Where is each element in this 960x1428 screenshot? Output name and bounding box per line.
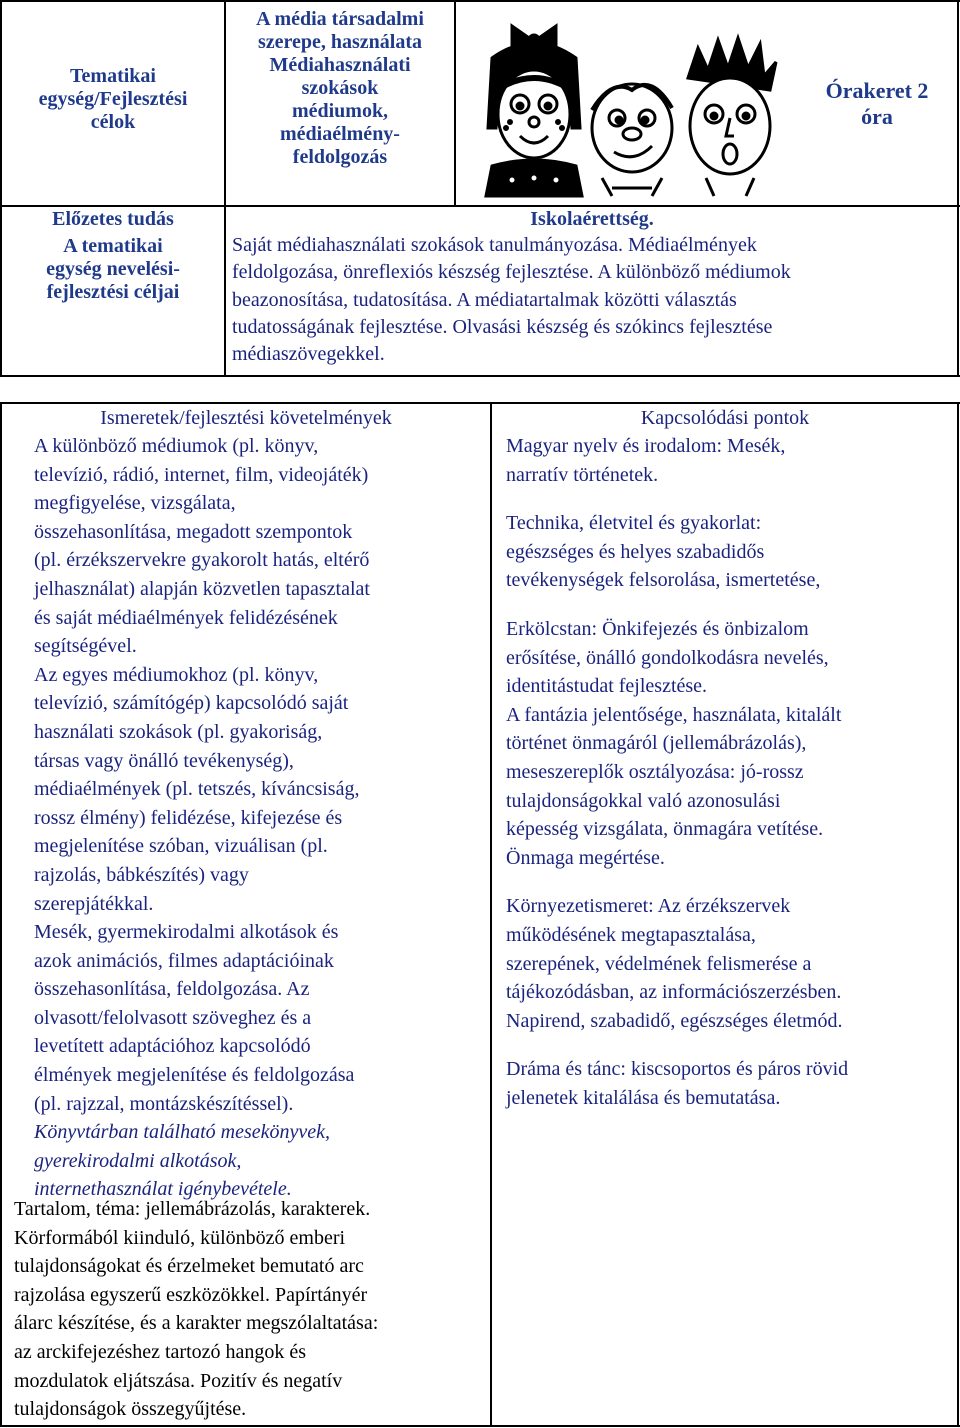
label-line: egység nevelési- [46, 258, 180, 280]
cell-time-frame [800, 78, 954, 130]
connection-line: képesség vizsgálata, önmagára vetítése. [506, 818, 824, 841]
requirement-line: A különböző médiumok (pl. könyv, [34, 435, 319, 457]
requirement-line: jelhasználat) alapján közvetlen tapasztalat [34, 577, 370, 600]
requirement-line: használati szokások (pl. gyakoriság, [34, 720, 323, 743]
content-line: Körformából kiinduló, különböző emberi [14, 1226, 346, 1249]
connection-line: erősítése, önálló gondolkodásra nevelés, [506, 646, 829, 669]
connections-header [494, 404, 956, 433]
title-line: Médiahasználati [269, 54, 411, 76]
connection-line: Technika, életvitel és gyakorlat: [506, 512, 762, 535]
title-line: szokások [301, 77, 379, 99]
cell-development-goals-value [232, 232, 956, 368]
goal-line: feldolgozása, önreflexiós készség fejlesztése. A különböző médiumok [232, 261, 791, 284]
title-line: médiumok, [291, 100, 389, 122]
requirement-line: szerepjátékkal. [34, 892, 154, 915]
connection-line: tulajdonságokkal való azonosulási [506, 789, 781, 812]
connections-body [506, 432, 956, 1112]
requirement-line: élmények megjelenítése és feldolgozása [34, 1064, 355, 1087]
requirement-line: (pl. érzékszervekre gyakorolt hatás, eltérő [34, 549, 370, 572]
requirements-header [4, 404, 488, 433]
connections-header-text: Kapcsolódási pontok [640, 407, 810, 429]
prior-knowledge-text: Iskolaérettség. [530, 208, 654, 230]
goal-line: médiaszövegekkel. [232, 343, 385, 366]
connection-line: jelenetek kitalálása és bemutatása. [506, 1086, 781, 1109]
content-line: tulajdonságokat és érzelmeket bemutató arc [14, 1255, 364, 1278]
connection-line: Napirend, szabadidő, egészséges életmód. [506, 1009, 843, 1032]
requirement-line: televízió, számítógép) kapcsolódó saját [34, 692, 349, 715]
connection-line: történet önmagáról (jellemábrázolás), [506, 732, 807, 755]
content-line: rajzolása egyszerű eszközökkel. Papírtányér [14, 1283, 368, 1306]
label-line: célok [90, 111, 136, 133]
title-line: médiaélmény- [280, 123, 400, 145]
connection-line: Önmaga megértése. [506, 846, 665, 869]
title-line: A média társadalmi [256, 8, 424, 30]
requirement-italic-line: gyerekirodalmi alkotások, [34, 1149, 242, 1172]
requirement-line: megjelenítése szóban, vizuálisan (pl. [34, 835, 328, 858]
label-line: A tematikai [63, 235, 163, 257]
cell-thematic-unit-label [4, 65, 222, 134]
connection-line: A fantázia jelentősége, használata, kitalált [506, 703, 842, 726]
requirement-line: (pl. rajzzal, montázskészítéssel). [34, 1092, 294, 1115]
content-line: Tartalom, téma: jellemábrázolás, karakterek. [14, 1198, 371, 1220]
content-line: az arckifejezéshez tartozó hangok és [14, 1340, 307, 1363]
requirement-line: levetített adaptációhoz kapcsolódó [34, 1035, 311, 1058]
content-line: álarc készítése, és a karakter megszólaltatása: [14, 1312, 379, 1335]
content-line: tulajdonságok összegyűjtése. [14, 1398, 247, 1421]
requirement-line: olvasott/felolvasott szöveghez és a [34, 1006, 312, 1029]
connection-line: narratív történetek. [506, 463, 659, 486]
connection-line: Környezetismeret: Az érzékszervek [506, 895, 791, 918]
connection-block-hungarian [506, 432, 956, 489]
requirement-line: azok animációs, filmes adaptációinak [34, 949, 334, 972]
connection-block-technology [506, 509, 956, 595]
requirement-line: Mesék, gyermekirodalmi alkotások és [34, 921, 339, 944]
title-line: szerepe, használata [257, 31, 423, 53]
goal-line: Saját médiahasználati szokások tanulmányozása. Médiaélmények [232, 234, 757, 256]
requirement-italic-line: internethasználat igénybevétele. [34, 1178, 292, 1201]
requirement-italic-line: Könyvtárban található mesekönyvek, [34, 1121, 331, 1144]
cell-thematic-unit-title [228, 8, 452, 169]
connection-line: egészséges és helyes szabadidős [506, 540, 765, 563]
requirement-line: összehasonlítása, feldolgozása. Az [34, 978, 310, 1001]
girl-face-icon [486, 26, 582, 196]
requirement-line: és saját médiaélmények felidézésének [34, 606, 338, 629]
goal-line: tudatosságának fejlesztése. Olvasási készség és szókincs fejlesztése [232, 315, 773, 338]
requirements-content-block [14, 1195, 488, 1424]
goal-line: beazonosítása, tudatosítása. A médiatartalmak közötti választás [232, 288, 737, 311]
requirement-line: társas vagy önálló tevékenység), [34, 749, 294, 772]
label-line: fejlesztési céljai [46, 281, 180, 303]
requirement-line: összehasonlítása, megadott szempontok [34, 520, 353, 543]
connection-block-ethics [506, 615, 956, 872]
connection-line: szerepének, védelmének felismerése a [506, 952, 812, 975]
cell-prior-knowledge-label [4, 208, 222, 231]
boy-face-icon [592, 84, 672, 196]
requirement-line: megfigyelése, vizsgálata, [34, 492, 236, 515]
requirements-body [34, 432, 488, 1204]
connection-line: meseszereplők osztályozása: jó-rossz [506, 760, 804, 783]
requirement-line: segítségével. [34, 635, 137, 658]
cell-development-goals-label [4, 235, 222, 304]
connection-line: Magyar nyelv és irodalom: Mesék, [506, 435, 786, 457]
connection-block-drama [506, 1055, 956, 1112]
children-faces-illustration [462, 18, 792, 198]
connection-line: tájékozódásban, az információszerzésben. [506, 981, 842, 1004]
connection-block-environment [506, 892, 956, 1035]
requirement-line: médiaélmények (pl. tetszés, kíváncsiság, [34, 778, 360, 801]
title-line: feldolgozás [292, 146, 388, 168]
label-line: Tematikai [70, 65, 156, 87]
content-line: mozdulatok eljátszása. Pozitív és negatív [14, 1369, 343, 1392]
cell-prior-knowledge-value [228, 208, 956, 231]
spiky-hair-boy-icon [688, 38, 776, 196]
requirement-line: rossz élmény) felidézése, kifejezése és [34, 806, 343, 829]
label-line: Előzetes tudás [52, 208, 174, 230]
connection-line: tevékenységek felsorolása, ismertetése, [506, 569, 821, 592]
time-frame-line: óra [861, 104, 893, 129]
connection-line: Dráma és tánc: kiscsoportos és páros rövid [506, 1058, 849, 1081]
connection-line: működésének megtapasztalása, [506, 923, 756, 946]
requirement-line: rajzolás, bábkészítés) vagy [34, 863, 249, 886]
label-line: egység/Fejlesztési [38, 88, 188, 110]
requirement-line: Az egyes médiumokhoz (pl. könyv, [34, 663, 319, 686]
requirement-line: televízió, rádió, internet, film, videojáték) [34, 463, 369, 486]
requirements-header-text: Ismeretek/fejlesztési követelmények [100, 407, 392, 429]
connection-line: Erkölcstan: Önkifejezés és önbizalom [506, 617, 809, 640]
connection-line: identitástudat fejlesztése. [506, 675, 708, 698]
time-frame-line: Órakeret 2 [825, 78, 929, 103]
